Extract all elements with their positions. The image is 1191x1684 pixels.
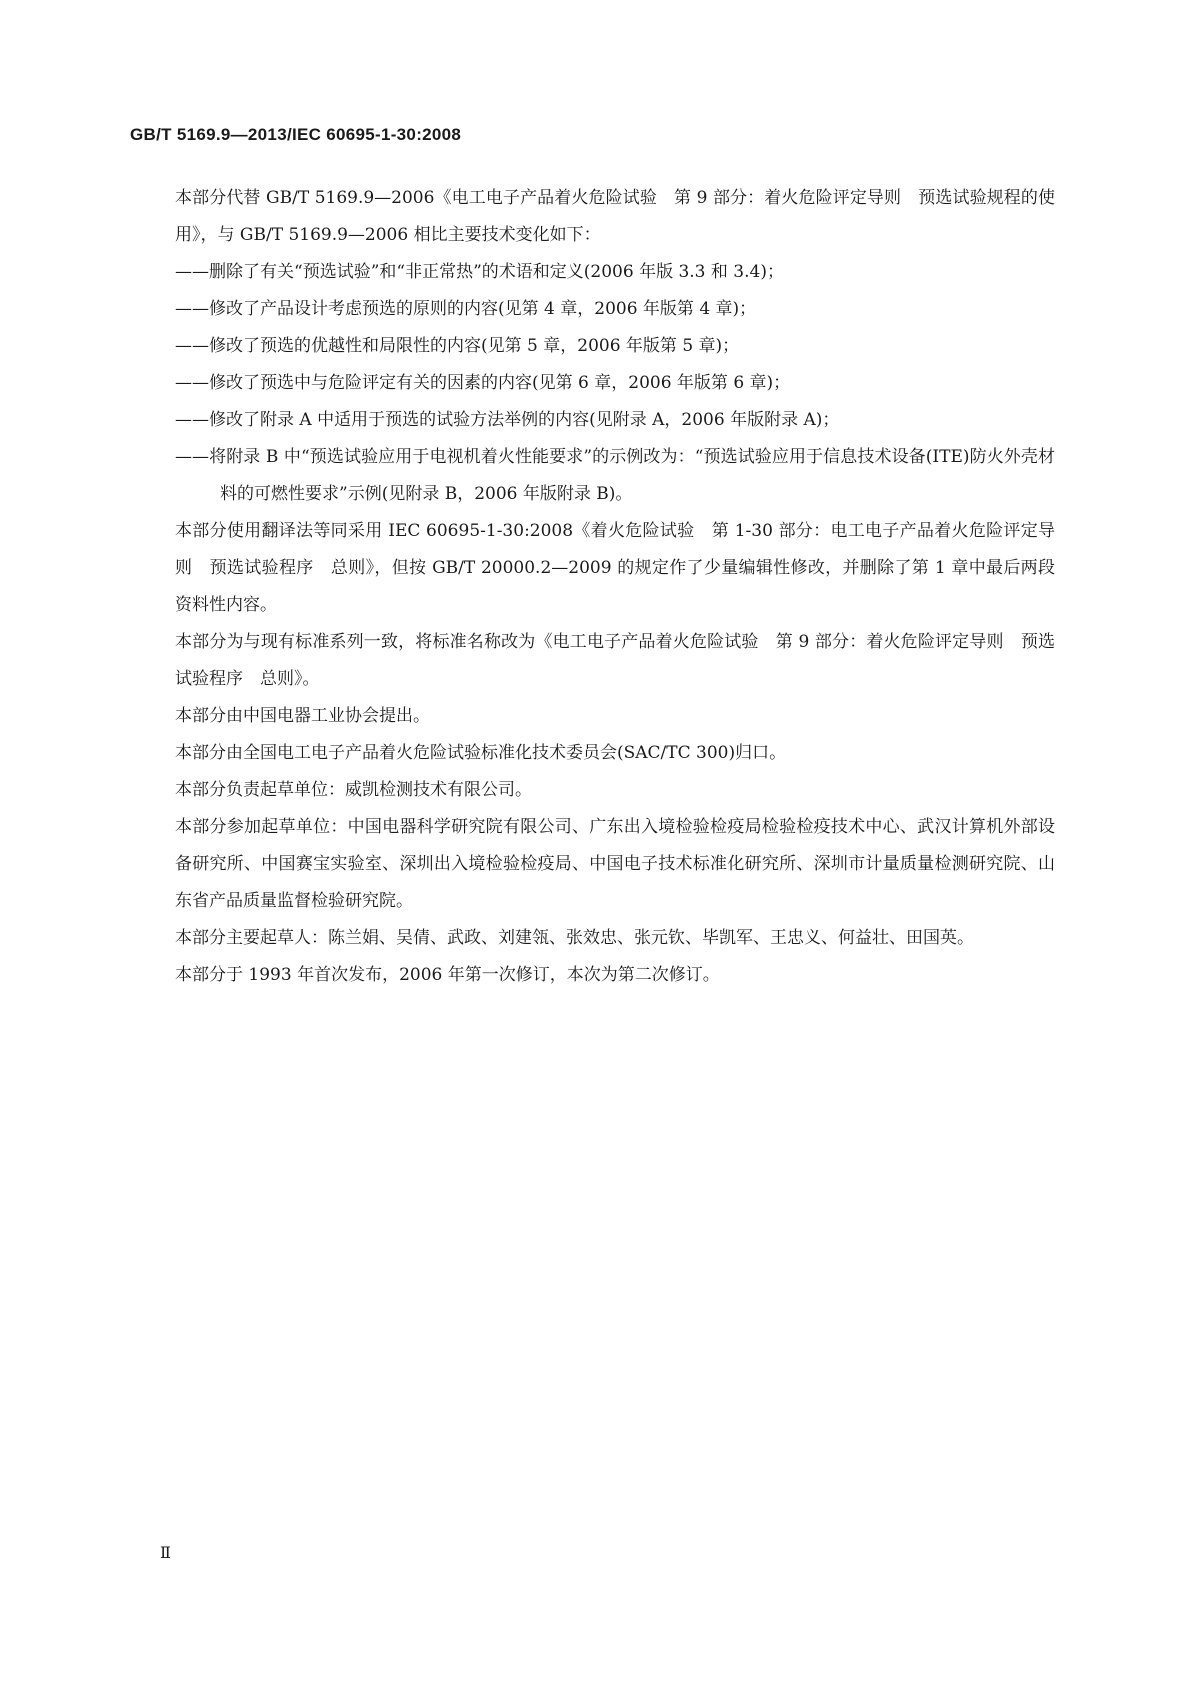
paragraph-drafting-unit: 本部分负责起草单位：威凯检测技术有限公司。 [175, 780, 532, 800]
paragraph-replaces: 本部分代替 GB/T 5169.9—2006《电工电子产品着火危险试验 第 9 部分：着火危险评定导则 预选试验规程的使用》，与 GB/T 5169.9—2006 相比主要技术变化如下： [175, 188, 1055, 245]
change-item: ——修改了附录 A 中适用于预选的试验方法举例的内容(见附录 A，2006 年版附录 A)； [175, 410, 840, 430]
page-number: Ⅱ [160, 1543, 171, 1562]
paragraph-drafters: 本部分主要起草人：陈兰娟、吴倩、武政、刘建瓴、张效忠、张元钦、毕凯军、王忠义、何益壮、田国英。 [175, 928, 974, 948]
paragraph-committee: 本部分由全国电工电子产品着火危险试验标准化技术委员会(SAC/TC 300)归口。 [175, 743, 787, 763]
paragraph-title-change: 本部分为与现有标准系列一致，将标准名称改为《电工电子产品着火危险试验 第 9 部分：着火危险评定导则 预选试验程序 总则》。 [175, 632, 1055, 689]
change-item: ——修改了产品设计考虑预选的原则的内容(见第 4 章，2006 年版第 4 章)； [175, 299, 757, 319]
paragraph-participating-units: 本部分参加起草单位：中国电器科学研究院有限公司、广东出入境检验检疫局检验检疫技术中心、武汉计算机外部设备研究所、中国赛宝实验室、深圳出入境检验检疫局、中国电子技术标准化研究所、深圳市计量质量检测研究院、山东省产品质量监督检验研究院。 [175, 817, 1055, 911]
change-item: ——修改了预选中与危险评定有关的因素的内容(见第 6 章，2006 年版第 6 章)； [175, 373, 791, 393]
paragraph-proposer: 本部分由中国电器工业协会提出。 [175, 706, 430, 726]
paragraph-adoption: 本部分使用翻译法等同采用 IEC 60695-1-30:2008《着火危险试验 第 1-30 部分：电工电子产品着火危险评定导则 预选试验程序 总则》，但按 GB/T 20000.2—2009 的规定作了少量编辑性修改，并删除了第 1 章中最后两段资料性内容。 [175, 521, 1055, 615]
technical-changes-list [175, 254, 1055, 513]
change-item: ——将附录 B 中“预选试验应用于电视机着火性能要求”的示例改为：“预选试验应用于信息技术设备(ITE)防火外壳材料的可燃性要求”示例(见附录 B，2006 年版附录 B)。 [175, 447, 1055, 504]
foreword-body [175, 180, 1055, 994]
paragraph-history: 本部分于 1993 年首次发布，2006 年第一次修订，本次为第二次修订。 [175, 965, 720, 985]
change-item: ——修改了预选的优越性和局限性的内容(见第 5 章，2006 年版第 5 章)； [175, 336, 740, 356]
standard-code-header: GB/T 5169.9—2013/IEC 60695-1-30:2008 [130, 125, 462, 144]
change-item: ——删除了有关“预选试验”和“非正常热”的术语和定义(2006 年版 3.3 和 3.4)； [175, 262, 784, 282]
